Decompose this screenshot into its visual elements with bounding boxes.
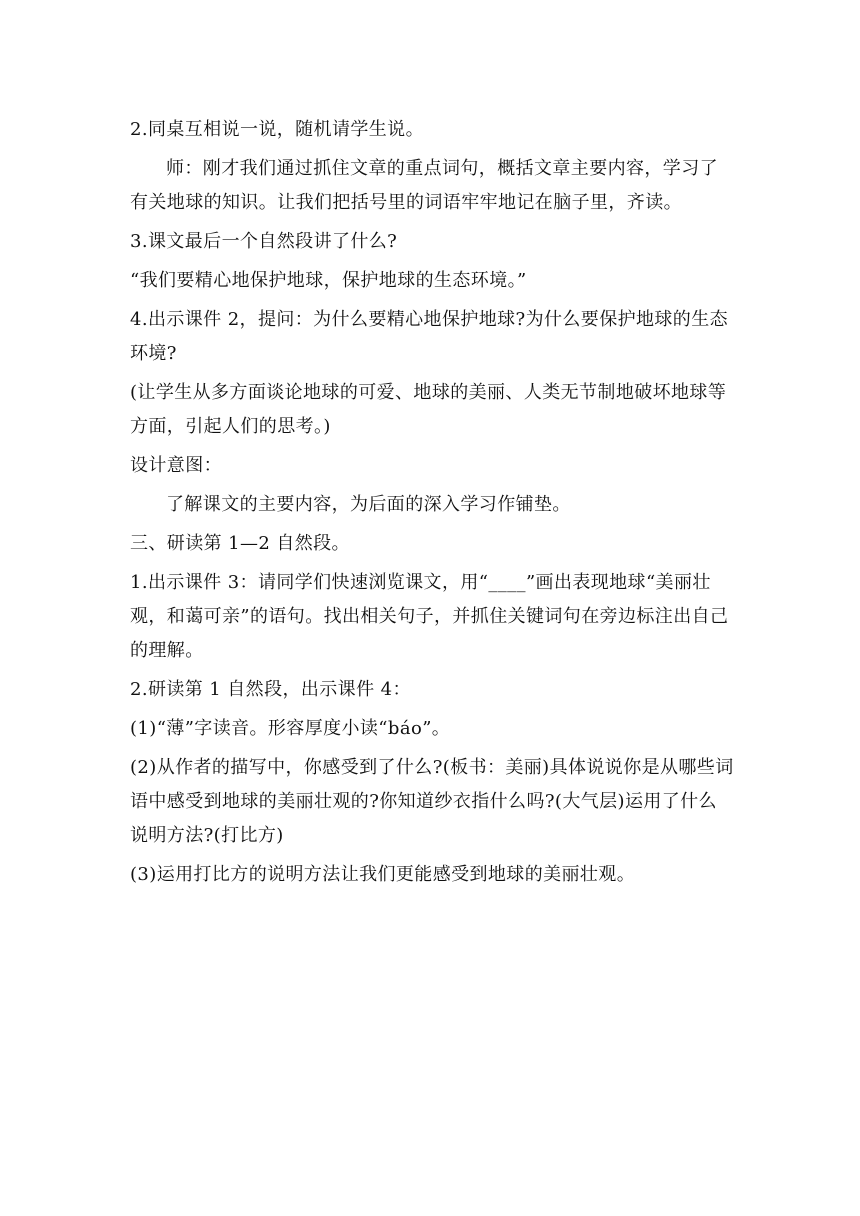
paragraph-quote-protect-earth: “我们要精心地保护地球，保护地球的生态环境。” (130, 270, 527, 291)
paragraph-question-last-section: 3.课文最后一个自然段讲了什么? (130, 231, 398, 252)
section-heading-reading: 三、研读第 1—2 自然段。 (130, 533, 350, 554)
paragraph-courseware-4: 2.研读第 1 自然段，出示课件 4： (130, 679, 411, 700)
paragraph-design-intent-text: 了解课文的主要内容，为后面的深入学习作铺垫。 (166, 494, 571, 515)
paragraph-analogy-method: (3)运用打比方的说明方法让我们更能感受到地球的美丽壮观。 (130, 864, 636, 885)
paragraph-teacher-summary: 师：刚才我们通过抓住文章的重点词句，概括文章主要内容，学习了有关地球的知识。让我们把括号里的词语牢牢地记在脑子里，齐读。 (130, 158, 718, 213)
paragraph-design-intent-label: 设计意图： (130, 455, 222, 476)
paragraph-discussion-note: (让学生从多方面谈论地球的可爱、地球的美丽、人类无节制地破坏地球等方面，引起人们的思考。) (130, 382, 727, 437)
paragraph-author-description: (2)从作者的描写中，你感受到了什么?(板书：美丽)具体说说你是从哪些词语中感受到地球的美丽壮观的?你知道纱衣指什么吗?(大气层)运用了什么说明方法?(打比方) (130, 757, 734, 846)
paragraph-peer-discussion: 2.同桌互相说一说，随机请学生说。 (130, 119, 424, 140)
paragraph-courseware-2: 4.出示课件 2，提问：为什么要精心地保护地球?为什么要保护地球的生态环境? (130, 309, 728, 364)
paragraph-pronunciation: (1)“薄”字读音。形容厚度小读“báo”。 (130, 718, 451, 739)
document-body (130, 113, 734, 897)
paragraph-courseware-3: 1.出示课件 3：请同学们快速浏览课文，用“____”画出表现地球“美丽壮观，和蔼可亲”的语句。找出相关句子，并抓住关键词句在旁边标注出自己的理解。 (130, 572, 729, 661)
